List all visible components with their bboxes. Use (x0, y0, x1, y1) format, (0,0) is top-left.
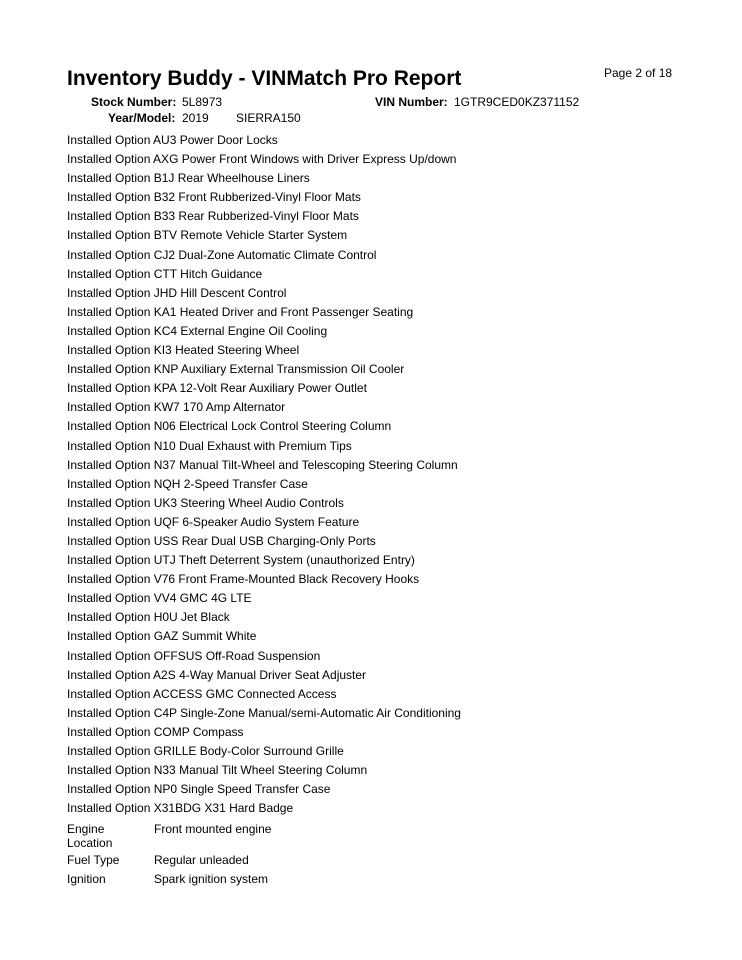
list-item: Installed Option N37 Manual Tilt-Wheel and Telescoping Steering Column (67, 457, 458, 472)
list-item: Installed Option VV4 GMC 4G LTE (67, 591, 252, 606)
spec-key: Engine Location (67, 822, 113, 850)
list-item: Installed Option B32 Front Rubberized-Vinyl Floor Mats (67, 190, 361, 205)
list-item: Installed Option AU3 Power Door Locks (67, 133, 278, 147)
list-item: Installed Option NQH 2-Speed Transfer Case (67, 476, 308, 491)
list-item: Installed Option ACCESS GMC Connected Access (67, 686, 337, 701)
list-item: Installed Option H0U Jet Black (67, 610, 230, 625)
spec-value: Spark ignition system (154, 872, 269, 886)
list-item: Installed Option B33 Rear Rubberized-Vinyl Floor Mats (67, 209, 359, 224)
list-item: Installed Option UQF 6-Speaker Audio System Feature (67, 514, 360, 529)
list-item: Installed Option KC4 External Engine Oil Cooling (67, 323, 328, 338)
list-item: Installed Option NP0 Single Speed Transfer Case (67, 782, 331, 797)
stock-number-value: 5L8973 (182, 95, 223, 109)
stock-number-label-text: Stock Number: (91, 95, 177, 109)
year-model-label-text: Year/Model: (108, 111, 176, 125)
list-item: Installed Option UTJ Theft Deterrent System (unauthorized Entry) (67, 553, 415, 568)
vin-number-label-text: VIN Number: (375, 95, 448, 109)
list-item: Installed Option OFFSUS Off-Road Suspension (67, 648, 321, 663)
list-item: Installed Option GRILLE Body-Color Surround Grille (67, 744, 344, 758)
list-item: Installed Option BTV Remote Vehicle Starter System (67, 228, 348, 243)
list-item: Installed Option B1J Rear Wheelhouse Liners (67, 171, 310, 186)
list-item: Installed Option N10 Dual Exhaust with Premium Tips (67, 438, 352, 453)
list-item: Installed Option AXG Power Front Windows with Driver Express Up/down (67, 152, 457, 167)
list-item: Installed Option USS Rear Dual USB Charging-Only Ports (67, 533, 376, 548)
list-item: Installed Option CTT Hitch Guidance (67, 266, 263, 281)
page-number: Page 2 of 18 (604, 66, 673, 80)
list-item: Installed Option KA1 Heated Driver and Front Passenger Seating (67, 304, 414, 319)
list-item: Installed Option KNP Auxiliary External Transmission Oil Cooler (67, 362, 405, 377)
list-item: Installed Option KI3 Heated Steering Wheel (67, 343, 300, 358)
list-item: Installed Option CJ2 Dual-Zone Automatic Climate Control (67, 247, 377, 262)
installed-options-list (67, 133, 461, 820)
list-item: Installed Option GAZ Summit White (67, 629, 257, 644)
report-title: Inventory Buddy - VINMatch Pro Report (67, 67, 462, 90)
list-item: Installed Option N33 Manual Tilt Wheel Steering Column (67, 763, 368, 778)
spec-key: Fuel Type (67, 853, 120, 867)
year-model-label (108, 111, 175, 125)
stock-number-label (91, 95, 176, 109)
list-item: Installed Option KPA 12-Volt Rear Auxiliary Power Outlet (67, 381, 367, 396)
vin-number-value: 1GTR9CED0KZ371152 (454, 95, 580, 109)
year-value: 2019 (182, 111, 209, 125)
model-value: SIERRA150 (236, 111, 301, 125)
spec-value: Regular unleaded (154, 853, 249, 867)
spec-key: Ignition (67, 872, 106, 886)
list-item: Installed Option COMP Compass (67, 724, 244, 739)
spec-value: Front mounted engine (154, 822, 272, 836)
list-item: Installed Option C4P Single-Zone Manual/semi-Automatic Air Conditioning (67, 705, 461, 720)
list-item: Installed Option A2S 4-Way Manual Driver Seat Adjuster (67, 667, 367, 682)
list-item: Installed Option UK3 Steering Wheel Audio Controls (67, 495, 344, 510)
vin-number-label (375, 95, 448, 109)
list-item: Installed Option V76 Front Frame-Mounted Black Recovery Hooks (67, 572, 420, 587)
list-item: Installed Option N06 Electrical Lock Control Steering Column (67, 419, 392, 434)
list-item: Installed Option KW7 170 Amp Alternator (67, 400, 286, 415)
list-item: Installed Option JHD Hill Descent Control (67, 285, 287, 300)
list-item: Installed Option X31BDG X31 Hard Badge (67, 801, 294, 816)
